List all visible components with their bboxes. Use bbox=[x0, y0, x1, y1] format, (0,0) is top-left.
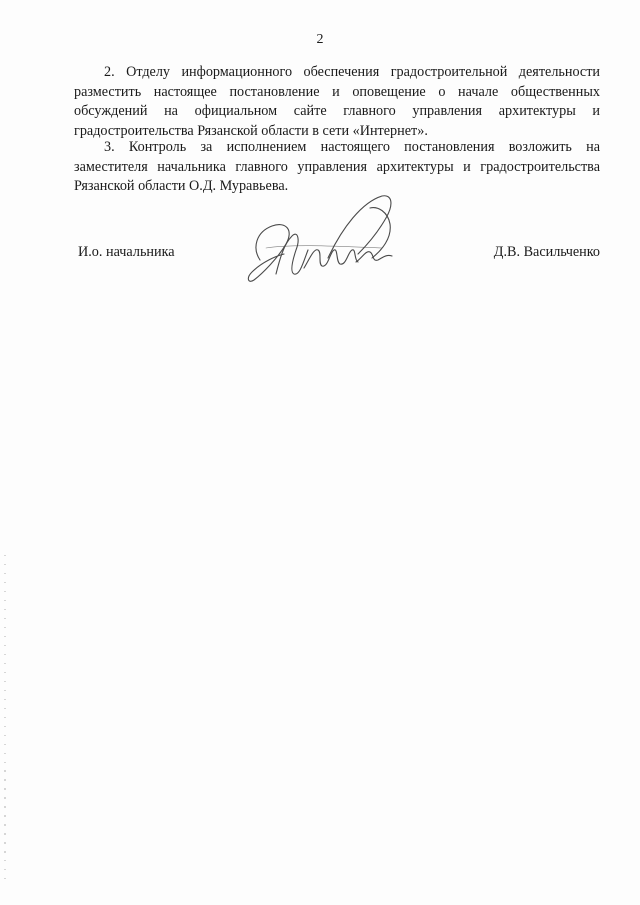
paragraph-item-2: 2. Отделу информационного обеспечения градостроительной деятельности разместить настоящее постановление и оповещение о начале общественных обсуждений на официальном сайте главного управления архитектуры и градостроительства Рязанской области в сети «Интернет». bbox=[74, 64, 600, 139]
signature-block bbox=[78, 244, 600, 268]
signer-name: Д.В. Васильченко bbox=[493, 244, 600, 260]
page-number: 2 bbox=[316, 32, 324, 47]
signer-role: И.о. начальника bbox=[78, 244, 175, 260]
handwritten-signature bbox=[232, 188, 412, 293]
scan-margin-marks-lower bbox=[4, 770, 6, 880]
paragraph-item-3: 3. Контроль за исполнением настоящего постановления возложить на заместителя начальника главного управления архитектуры и градостроительства Рязанской области О.Д. Муравьева. bbox=[74, 139, 600, 194]
